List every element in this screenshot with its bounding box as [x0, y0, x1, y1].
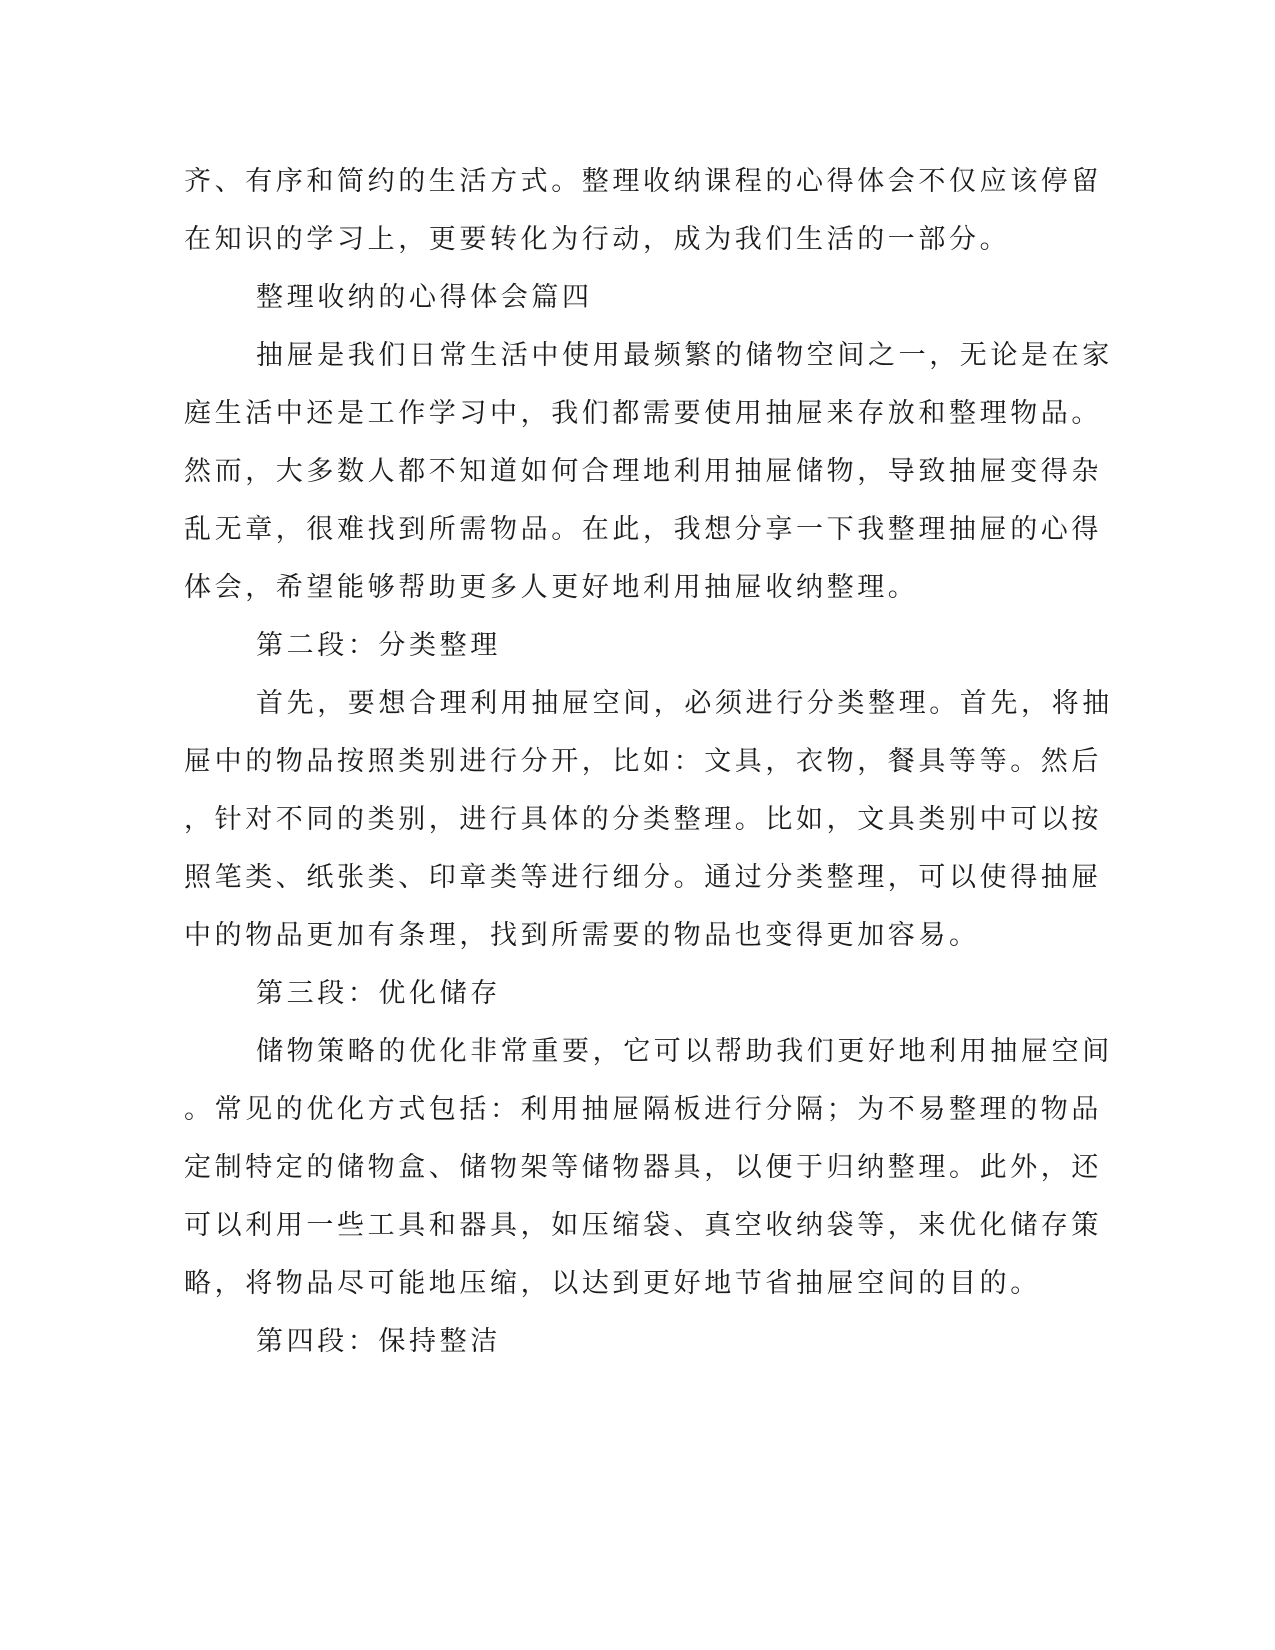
paragraph-line: ，针对不同的类别，进行具体的分类整理。比如，文具类别中可以按	[184, 804, 1102, 835]
section-heading: 整理收纳的心得体会篇四	[256, 282, 593, 313]
paragraph-line: 略，将物品尽可能地压缩，以达到更好地节省抽屉空间的目的。	[184, 1268, 1041, 1299]
paragraph-line: 庭生活中还是工作学习中，我们都需要使用抽屉来存放和整理物品。	[184, 398, 1102, 429]
paragraph-line: 在知识的学习上，更要转化为行动，成为我们生活的一部分。	[184, 224, 1011, 255]
paragraph-line: 首先，要想合理利用抽屉空间，必须进行分类整理。首先，将抽	[256, 688, 1113, 719]
section-heading: 第三段：优化储存	[256, 978, 501, 1009]
section-heading: 第二段：分类整理	[256, 630, 501, 661]
paragraph-line: 储物策略的优化非常重要，它可以帮助我们更好地利用抽屉空间	[256, 1036, 1113, 1067]
paragraph-line: 可以利用一些工具和器具，如压缩袋、真空收纳袋等，来优化储存策	[184, 1210, 1102, 1241]
paragraph-line: 中的物品更加有条理，找到所需要的物品也变得更加容易。	[184, 920, 980, 951]
paragraph-line: 乱无章，很难找到所需物品。在此，我想分享一下我整理抽屉的心得	[184, 514, 1102, 545]
section-heading: 第四段：保持整洁	[256, 1326, 501, 1357]
paragraph-line: 抽屉是我们日常生活中使用最频繁的储物空间之一，无论是在家	[256, 340, 1113, 371]
paragraph-line: 齐、有序和简约的生活方式。整理收纳课程的心得体会不仅应该停留	[184, 166, 1102, 197]
paragraph-line: 。常见的优化方式包括：利用抽屉隔板进行分隔；为不易整理的物品	[184, 1094, 1102, 1125]
paragraph-line: 体会，希望能够帮助更多人更好地利用抽屉收纳整理。	[184, 572, 919, 603]
paragraph-line: 照笔类、纸张类、印章类等进行细分。通过分类整理，可以使得抽屉	[184, 862, 1102, 893]
paragraph-line: 屉中的物品按照类别进行分开，比如：文具，衣物，餐具等等。然后	[184, 746, 1102, 777]
paragraph-line: 定制特定的储物盒、储物架等储物器具，以便于归纳整理。此外，还	[184, 1152, 1102, 1183]
paragraph-line: 然而，大多数人都不知道如何合理地利用抽屉储物，导致抽屉变得杂	[184, 456, 1102, 487]
